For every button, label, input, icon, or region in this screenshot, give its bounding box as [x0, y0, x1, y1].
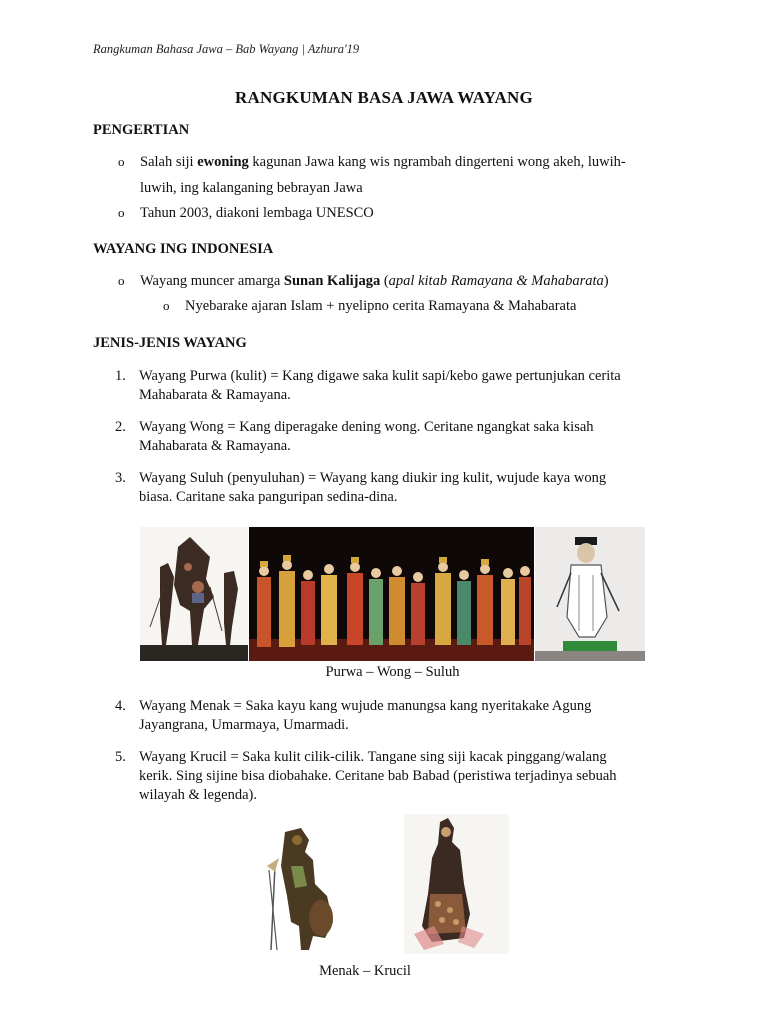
- section-heading-indonesia: WAYANG ING INDONESIA: [93, 241, 274, 257]
- numbered-item: [115, 748, 675, 808]
- item-number: 1.: [115, 368, 126, 384]
- text-run: Mahabarata & Ramayana.: [139, 438, 291, 454]
- text-run: biasa. Caritane saka panguripan sedina-dina.: [139, 489, 398, 505]
- photo-wayang-krucil: [404, 814, 509, 954]
- bullet-item: [118, 268, 678, 294]
- photo-wayang-menak: [255, 826, 343, 954]
- bullet-mark: o: [118, 205, 125, 220]
- item-text: [139, 418, 659, 456]
- bullet-item: [118, 200, 678, 226]
- document-title: RANGKUMAN BASA JAWA WAYANG: [235, 88, 533, 107]
- bullet-mark: o: [118, 154, 125, 169]
- text-run: Wayang Suluh (penyuluhan) = Wayang kang diukir ing kulit, wujude kaya wong: [139, 470, 607, 486]
- text-run: luwih, ing kalanganing bebrayan Jawa: [140, 180, 363, 196]
- numbered-item: [115, 418, 675, 458]
- page-header: Rangkuman Bahasa Jawa – Bab Wayang | Azhura'19: [93, 42, 360, 56]
- text-run: ): [603, 273, 609, 289]
- text-run: Mahabarata & Ramayana.: [139, 387, 291, 403]
- numbered-item: [115, 469, 675, 509]
- item-number: 5.: [115, 749, 126, 765]
- bullet-text: Tahun 2003, diakoni lembaga UNESCO: [140, 205, 374, 221]
- photo-wayang-wong: [249, 527, 534, 661]
- figure-caption: Menak – Krucil: [319, 963, 411, 979]
- text-run: Salah siji: [140, 154, 198, 170]
- bullet-text: Nyebarake ajaran Islam + nyelipno cerita Ramayana & Mahabarata: [185, 298, 577, 314]
- bullet-text: [140, 149, 626, 201]
- text-run: Wayang Wong = Kang diperagake dening wong. Ceritane ngangkat saka kisah: [139, 419, 594, 435]
- section-heading-jenis: JENIS-JENIS WAYANG: [93, 335, 247, 351]
- text-run: wilayah & legenda).: [139, 787, 257, 803]
- text-run: Wayang Menak = Saka kayu kang wujude manungsa kang nyeritakake Agung: [139, 698, 592, 714]
- text-run: Wayang Krucil = Saka kulit cilik-cilik. Tangane sing siji kacak pinggang/walang: [139, 749, 607, 765]
- sub-bullet-item: [163, 293, 663, 319]
- numbered-item: [115, 367, 675, 407]
- bullet-mark: o: [118, 273, 125, 288]
- bullet-item: [118, 149, 678, 201]
- item-number: 3.: [115, 470, 126, 486]
- item-text: [139, 697, 659, 735]
- bold-term: ewoning: [197, 154, 249, 170]
- text-run: Jayangrana, Umarmaya, Umarmadi.: [139, 717, 349, 733]
- bullet-mark: o: [163, 298, 170, 313]
- item-text: [139, 469, 659, 507]
- photo-wayang-suluh: [535, 527, 645, 661]
- item-number: 2.: [115, 419, 126, 435]
- figure-caption: Purwa – Wong – Suluh: [325, 664, 460, 680]
- italic-note: apal kitab Ramayana & Mahabarata: [388, 273, 604, 289]
- item-text: [139, 367, 659, 405]
- numbered-item: [115, 697, 675, 737]
- section-heading-pengertian: PENGERTIAN: [93, 122, 190, 138]
- text-run: kerik. Sing sijine bisa diobahake. Ceritane bab Babad (peristiwa terjadinya sebuah: [139, 768, 617, 784]
- photo-wayang-purwa: [140, 527, 248, 661]
- item-number: 4.: [115, 698, 126, 714]
- item-text: [139, 748, 659, 805]
- bold-term: Sunan Kalijaga: [283, 273, 381, 289]
- text-run: kagunan Jawa kang wis ngrambah dingerteni wong akeh, luwih-: [248, 154, 626, 170]
- text-run: (: [380, 273, 389, 289]
- text-run: Wayang muncer amarga: [140, 273, 284, 289]
- text-run: Wayang Purwa (kulit) = Kang digawe saka kulit sapi/kebo gawe pertunjukan cerita: [139, 368, 621, 384]
- bullet-text: [140, 268, 609, 294]
